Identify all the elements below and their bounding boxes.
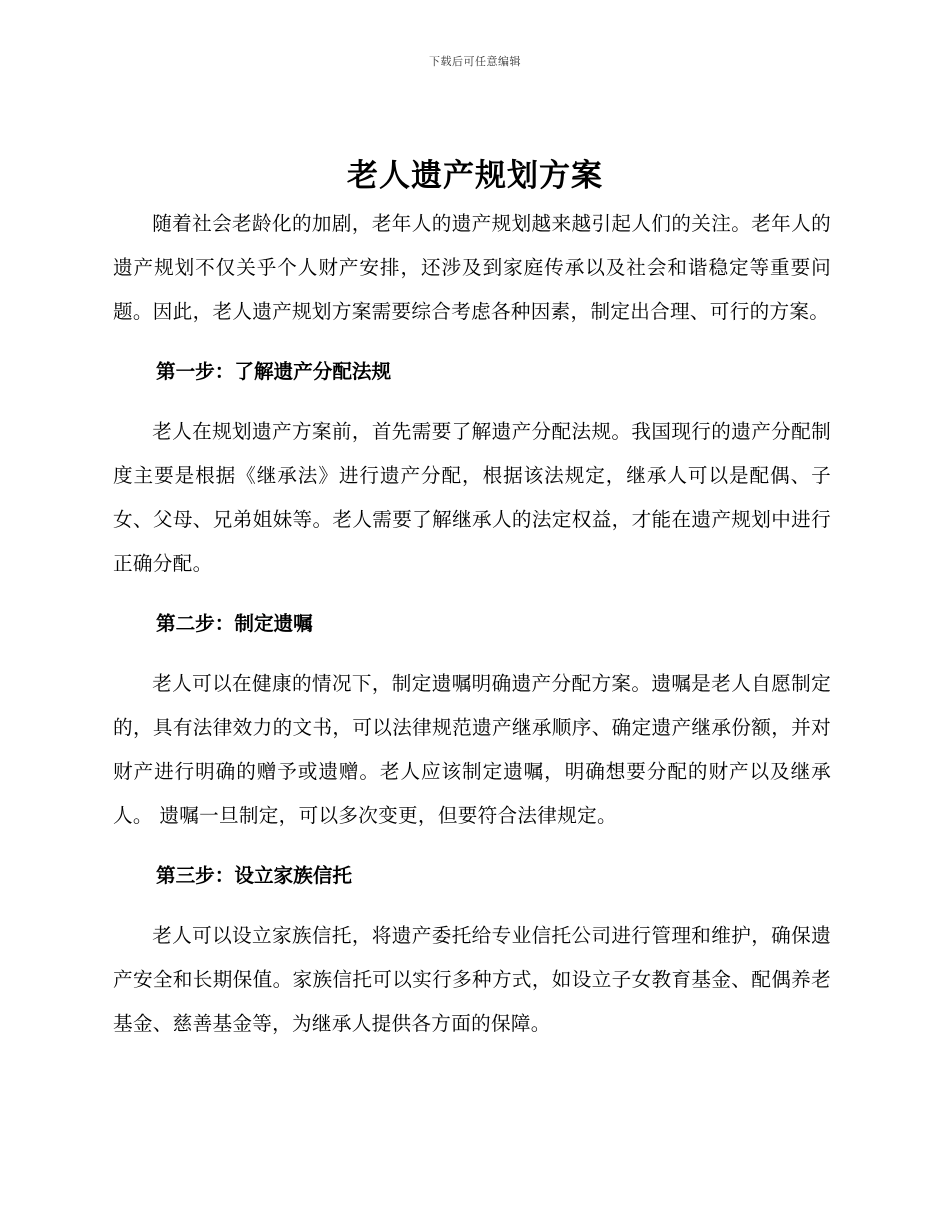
- document-title: 老人遗产规划方案: [347, 158, 603, 194]
- section-paragraph-step-1: 老人在规划遗产方案前，首先需要了解遗产分配法规。我国现行的遗产分配制度主要是根据《继承法》进行遗产分配，根据该法规定，继承人可以是配偶、子女、父母、兄弟姐妹等。老人需要了解继承人的法定权益，才能在遗产规划中进行正确分配。: [113, 420, 831, 575]
- intro-paragraph: 随着社会老龄化的加剧，老年人的遗产规划越来越引起人们的关注。老年人的遗产规划不仅关乎个人财产安排，还涉及到家庭传承以及社会和谐稳定等重要问题。因此，老人遗产规划方案需要综合考虑各种因素，制定出合理、可行的方案。: [113, 212, 831, 323]
- section-heading-step-3: 第三步：设立家族信托: [156, 864, 352, 887]
- section-paragraph-step-3: 老人可以设立家族信托，将遗产委托给专业信托公司进行管理和维护，确保遗产安全和长期保值。家族信托可以实行多种方式，如设立子女教育基金、配偶养老基金、慈善基金等，为继承人提供各方面的保障。: [113, 924, 831, 1035]
- section-heading-step-1: 第一步：了解遗产分配法规: [156, 360, 392, 383]
- document-body: [113, 202, 831, 1046]
- page-header-note: 下载后可任意编辑: [429, 55, 521, 68]
- section-heading-step-2: 第二步：制定遗嘱: [156, 612, 313, 635]
- section-paragraph-step-2: 老人可以在健康的情况下，制定遗嘱明确遗产分配方案。遗嘱是老人自愿制定的，具有法律效力的文书，可以法律规范遗产继承顺序、确定遗产继承份额，并对财产进行明确的赠予或遗赠。老人应该制定遗嘱，明确想要分配的财产以及继承人。 遗嘱一旦制定，可以多次变更，但要符合法律规定。: [113, 672, 831, 827]
